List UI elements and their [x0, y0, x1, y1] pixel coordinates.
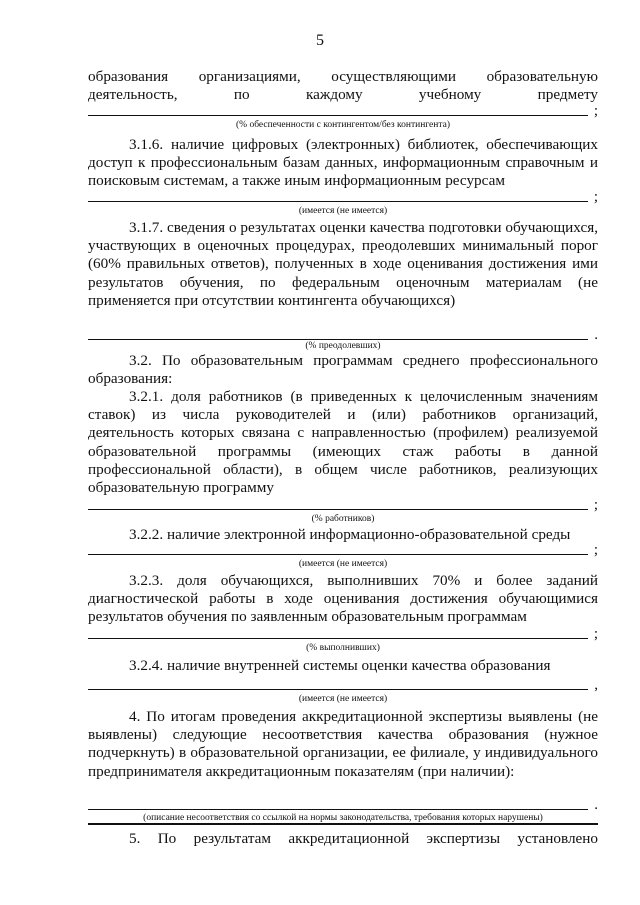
- fill-punct: ;: [593, 626, 598, 642]
- paragraph-4: 4. По итогам проведения аккредитационной экспертизы выявлены (не выявлены) следующие несоответствия качества образования (нужное подчеркнуть) в образовательной организации, ее филиале, у индивидуального предпринимателя аккредитационным показателям (при наличии):: [88, 708, 598, 780]
- fill-punct: ;: [593, 189, 598, 205]
- fill-punct: ;: [593, 497, 598, 513]
- paragraph-3-2-4: 3.2.4. наличие внутренней системы оценки качества образования: [129, 657, 551, 674]
- fill-line: [88, 678, 598, 692]
- caption-availability: (имеется (не имеется): [298, 206, 388, 216]
- paragraph-3-1-6: 3.1.6. наличие цифровых (электронных) библиотек, обеспечивающих доступ к профессиональным базам данных, информационным справочным и поисковым системам, а также иным информационным ресурсам: [88, 136, 598, 190]
- fill-punct: ,: [594, 677, 598, 693]
- paragraph-5: 5. По результатам аккредитационной экспертизы установлено: [129, 830, 598, 847]
- caption-coverage: (% обеспеченности с контингентом/без контингента): [236, 120, 450, 130]
- caption-availability: (имеется (не имеется): [298, 694, 388, 704]
- fill-line: [88, 104, 598, 118]
- fill-line: [88, 498, 598, 512]
- caption-passed: (% преодолевших): [305, 341, 381, 351]
- caption-employees: (% работников): [311, 514, 375, 524]
- caption-nonconformity: (описание несоответствия со ссылкой на нормы законодательства, требования которых нарушены): [143, 813, 543, 823]
- fill-line: [88, 328, 598, 342]
- fill-line: [88, 543, 598, 557]
- paragraph-intro: образования организациями, осуществляющими образовательную деятельность, по каждому учебному предмету: [88, 68, 598, 104]
- fill-punct: .: [594, 327, 598, 343]
- caption-completed: (% выполнивших): [306, 643, 380, 653]
- fill-punct: ;: [593, 542, 598, 558]
- paragraph-3-2-1: 3.2.1. доля работников (в приведенных к целочисленным значениям ставок) из числа руководителей и (или) работников организаций, деятельность которых связана с направленностью (профилем) реализуемой образовательной программы (имеющих стаж работы в данной профессиональной области), в общем числе работников, реализующих образовательную программу: [88, 388, 598, 497]
- fill-line: [88, 798, 598, 812]
- fill-punct: .: [594, 797, 598, 813]
- fill-line: [88, 190, 598, 204]
- paragraph-3-2: 3.2. По образовательным программам среднего профессионального образования:: [88, 352, 598, 388]
- paragraph-3-1-7: 3.1.7. сведения о результатах оценки качества подготовки обучающихся, участвующих в оценочных процедурах, преодолевших минимальный порог (60% правильных ответов), полученных в ходе оценивания достижения ими результатов обучения, по федеральным оценочным материалам (не применяется при отсутствии контингента обучающихся): [88, 219, 598, 309]
- paragraph-3-2-3: 3.2.3. доля обучающихся, выполнивших 70% и более заданий диагностической работы в ходе оценивания достижения обучающимися результатов обучения по заявленным образовательным программам: [88, 572, 598, 626]
- fill-line: [88, 627, 598, 641]
- paragraph-3-2-2: 3.2.2. наличие электронной информационно-образовательной среды: [129, 526, 571, 543]
- fill-punct: ;: [593, 103, 598, 119]
- divider: [88, 823, 598, 825]
- caption-availability: (имеется (не имеется): [298, 559, 388, 569]
- page-number: 5: [316, 32, 324, 49]
